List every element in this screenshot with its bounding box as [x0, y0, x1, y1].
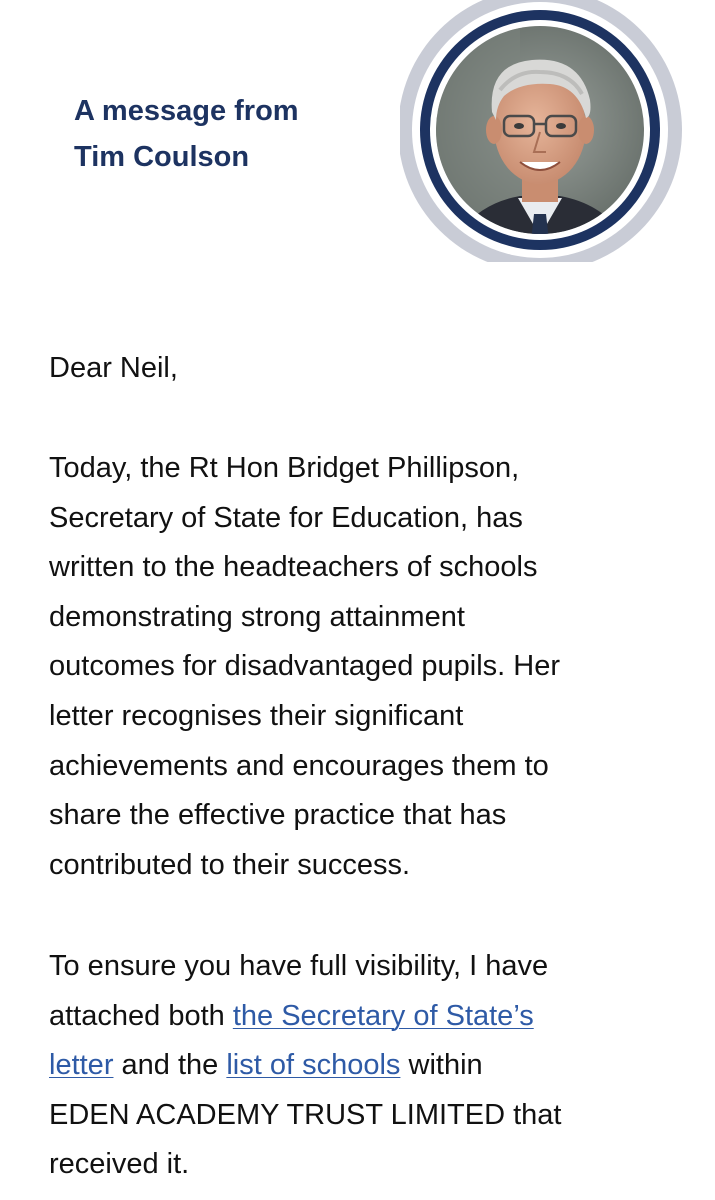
paragraph-1-line: demonstrating strong attainment [49, 600, 465, 633]
paragraph-1-line: written to the headteachers of schools [49, 551, 538, 584]
paragraph-2-line: received it. [49, 1148, 190, 1181]
secretary-of-state-letter-link-continued[interactable]: letter [49, 1049, 114, 1082]
paragraph-1-line: contributed to their success. [49, 848, 411, 881]
secretary-of-state-letter-link[interactable]: the Secretary of State’s [232, 999, 534, 1032]
paragraph-2-text: within [400, 1049, 483, 1082]
paragraph-2-line: EDEN ACADEMY TRUST LIMITED that [49, 1098, 562, 1131]
paragraph-1-line: outcomes for disadvantaged pupils. Her [49, 650, 561, 683]
paragraph-2-text: attached both [49, 999, 233, 1032]
paragraph-1-line: share the effective practice that has [49, 799, 507, 832]
sender-portrait [400, 0, 690, 262]
header-title-line2: Tim Coulson [74, 141, 250, 173]
paragraph-1-line: Secretary of State for Education, has [49, 501, 523, 534]
header-title [74, 88, 299, 180]
header-title-line1: A message from [74, 95, 299, 127]
email-greeting: Dear Neil, [49, 352, 178, 384]
email-header [0, 0, 715, 262]
portrait-photo-icon [400, 0, 690, 262]
list-of-schools-link[interactable]: list of schools [226, 1049, 401, 1082]
paragraph-1-line: letter recognises their significant [49, 699, 464, 732]
paragraph-2-line: To ensure you have full visibility, I have [49, 950, 549, 982]
paragraph-1-line: Today, the Rt Hon Bridget Phillipson, [49, 452, 520, 484]
email-paragraph-2 [49, 942, 689, 1190]
email-paragraph-1 [49, 444, 689, 890]
paragraph-2-line [49, 1041, 689, 1091]
paragraph-2-text: and the [113, 1049, 227, 1082]
paragraph-2-line [49, 992, 689, 1042]
paragraph-1-line: achievements and encourages them to [49, 749, 549, 782]
